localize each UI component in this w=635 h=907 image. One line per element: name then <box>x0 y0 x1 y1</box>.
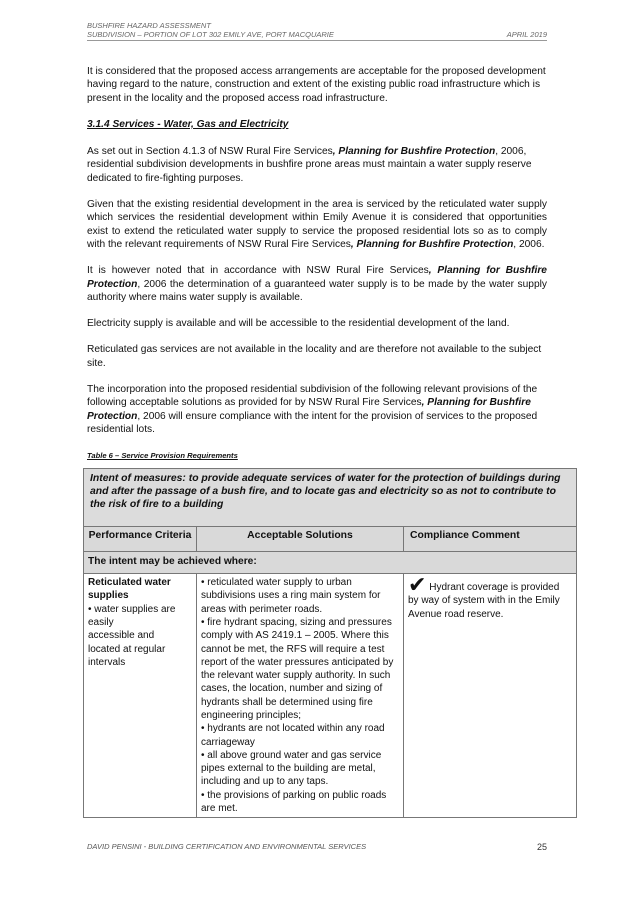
p7-doc-title: , Planning for Bushfire Protection <box>87 397 531 422</box>
paragraph-electricity: Electricity supply is available and will be accessible to the residential development of the land. <box>87 318 510 330</box>
p3-doc-title: , Planning for Bushfire Protection <box>350 238 514 250</box>
header-performance-criteria: Performance Criteria <box>84 527 197 551</box>
comment-text: Hydrant coverage is provided by way of system with in the Emily Avenue road reserve. <box>408 582 560 620</box>
p3-text-c: , 2006. <box>513 238 545 250</box>
page-number: 25 <box>536 842 547 852</box>
table-achieved-row <box>84 551 577 573</box>
criteria-line: intervals <box>88 656 126 668</box>
header-title: BUSHFIRE HAZARD ASSESSMENT <box>87 21 211 30</box>
table-header-row <box>84 527 577 551</box>
achieved-cell: The intent may be achieved where: <box>84 551 577 573</box>
p4-text-c: , 2006 the determination of a guaranteed water supply is to be made by the water supply authority where mains water supply is available. <box>87 278 547 303</box>
solutions-cell <box>197 574 404 818</box>
header-acceptable-solutions: Acceptable Solutions <box>197 527 404 551</box>
comment-cell <box>404 574 577 818</box>
criteria-line: • water supplies are easily <box>88 603 176 628</box>
footer-company: DAVID PENSINI - BUILDING CERTIFICATION AND ENVIRONMENTAL SERVICES <box>87 842 367 851</box>
criteria-title: Reticulated water supplies <box>88 577 171 602</box>
p2-text-c: , 2006, residential subdivision developments in bushfire prone areas must maintain a water supply reserve dedicated to fire-fighting purposes. <box>87 146 532 184</box>
p4-doc-title: , Planning for Bushfire Protection <box>87 265 547 290</box>
p2-doc-title: , Planning for Bushfire Protection <box>332 146 496 158</box>
solution-item: • fire hydrant spacing, sizing and pressures comply with AS 2419.1 – 2005. Where this cannot be met, the RFS will require a test report of the water pressures anticipated by the relevant water supply authority. In such cases, the location, number and sizing of hydrants shall be determined using fire engineering principles; <box>201 616 394 721</box>
intent-cell: Intent of measures: to provide adequate services of water for the protection of buildings during and after the passage of a bush fire, and to locate gas and electricity so as not to contribute to the risk of fire to a building <box>84 468 577 527</box>
solution-item: • hydrants are not located within any road carriageway <box>201 723 385 748</box>
paragraph-water-reserve <box>87 145 547 185</box>
section-heading: 3.1.4 Services - Water, Gas and Electricity <box>87 118 289 130</box>
p4-text-a: It is however noted that in accordance with NSW Rural Fire Services <box>87 265 429 277</box>
table-intent-row <box>84 468 577 527</box>
criteria-line: located at regular <box>88 643 166 655</box>
p3-text-a: Given that the existing residential development in the area is serviced by the reticulated water supply which services the residential development within Emily Avenue it is considered that opportunities exist to extend the reticulated water supply to service the proposed residential lots so as to comply with the relevant requirements of NSW Rural Fire Services <box>87 199 547 250</box>
page-content <box>87 65 561 818</box>
header-compliance-comment: Compliance Comment <box>404 527 577 551</box>
paragraph-gas: Reticulated gas services are not available in the locality and are therefore not available to the subject site. <box>87 344 542 369</box>
paragraph-existing-supply <box>87 198 547 251</box>
p7-text-a: The incorporation into the proposed residential subdivision of the following relevant provisions of the following acceptable solutions as provided for by NSW Rural Fire Services <box>87 384 538 409</box>
p7-text-c: , 2006 will ensure compliance with the intent for the provision of services to the proposed residential lots. <box>87 410 538 435</box>
header-subtitle-row <box>87 30 547 41</box>
solution-item: • all above ground water and gas service pipes external to the building are metal, including and up to any taps. <box>201 749 382 788</box>
check-mark-icon: ✔ <box>408 572 427 598</box>
criteria-cell <box>84 574 197 818</box>
table-row <box>84 574 577 818</box>
paragraph-access: It is considered that the proposed access arrangements are acceptable for the proposed development having regard to the nature, construction and extent of the existing public road infrastructure which is present in the locality and the proposed access road infrastructure. <box>87 66 546 104</box>
paragraph-guaranteed-supply <box>87 264 547 304</box>
header-date: APRIL 2019 <box>506 30 547 39</box>
criteria-line: accessible and <box>88 630 155 642</box>
solution-item: • the provisions of parking on public roads are met. <box>201 789 387 815</box>
header-subtitle: SUBDIVISION – PORTION OF LOT 302 EMILY AVE, PORT MACQUARIE <box>87 30 334 39</box>
solution-item: • reticulated water supply to urban subdivisions uses a ring main system for areas with perimeter roads. <box>201 577 381 615</box>
page-header <box>87 21 547 41</box>
p2-text-a: As set out in Section 4.1.3 of NSW Rural Fire Services <box>87 146 333 158</box>
paragraph-incorporation <box>87 383 547 436</box>
table-caption: Table 6 – Service Provision Requirements <box>87 451 238 461</box>
page-footer <box>87 842 547 852</box>
service-provision-table <box>83 468 577 819</box>
